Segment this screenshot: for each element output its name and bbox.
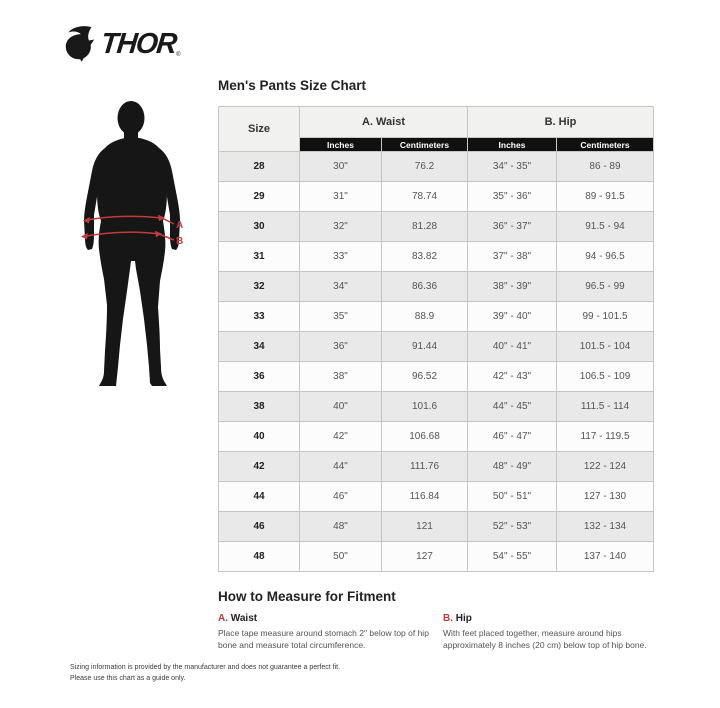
value-cell: 33" (300, 242, 382, 272)
value-cell: 91.5 - 94 (557, 212, 654, 242)
value-cell: 106.5 - 109 (557, 362, 654, 392)
size-cell: 38 (219, 392, 300, 422)
value-cell: 48" (300, 512, 382, 542)
value-cell: 121 (382, 512, 468, 542)
table-row (219, 482, 654, 512)
value-cell: 111.5 - 114 (557, 392, 654, 422)
value-cell: 44" - 45" (468, 392, 557, 422)
size-cell: 48 (219, 542, 300, 572)
value-cell: 34" - 35" (468, 152, 557, 182)
value-cell: 36" (300, 332, 382, 362)
value-cell: 40" (300, 392, 382, 422)
value-cell: 44" (300, 452, 382, 482)
hip-instructions (443, 613, 654, 652)
value-cell: 117 - 119.5 (557, 422, 654, 452)
size-cell: 40 (219, 422, 300, 452)
value-cell: 89 - 91.5 (557, 182, 654, 212)
registered-trademark: ® (176, 52, 181, 58)
value-cell: 106.68 (382, 422, 468, 452)
value-cell: 101.6 (382, 392, 468, 422)
thor-helmet-icon (64, 24, 96, 64)
value-cell: 54" - 55" (468, 542, 557, 572)
value-cell: 38" (300, 362, 382, 392)
brand-logo (64, 24, 181, 64)
size-cell: 42 (219, 452, 300, 482)
value-cell: 39" - 40" (468, 302, 557, 332)
table-row (219, 392, 654, 422)
size-cell: 34 (219, 332, 300, 362)
value-cell: 101.5 - 104 (557, 332, 654, 362)
value-cell: 88.9 (382, 302, 468, 332)
brand-wordmark: THOR (99, 28, 178, 60)
column-group-hip: B. Hip (468, 107, 654, 138)
hip-label: Hip (455, 613, 472, 624)
figure-label-b: B (176, 236, 184, 247)
value-cell: 94 - 96.5 (557, 242, 654, 272)
size-cell: 31 (219, 242, 300, 272)
value-cell: 42" (300, 422, 382, 452)
value-cell: 122 - 124 (557, 452, 654, 482)
table-row (219, 332, 654, 362)
size-chart-section (218, 78, 654, 652)
value-cell: 48" - 49" (468, 452, 557, 482)
value-cell: 86 - 89 (557, 152, 654, 182)
sizing-disclaimer (70, 662, 340, 684)
table-row (219, 512, 654, 542)
figure-label-a: A (176, 220, 184, 231)
value-cell: 86.36 (382, 272, 468, 302)
value-cell: 99 - 101.5 (557, 302, 654, 332)
size-cell: 33 (219, 302, 300, 332)
value-cell: 137 - 140 (557, 542, 654, 572)
size-cell: 28 (219, 152, 300, 182)
column-header-size: Size (219, 107, 300, 152)
value-cell: 50" - 51" (468, 482, 557, 512)
value-cell: 46" (300, 482, 382, 512)
value-cell: 111.76 (382, 452, 468, 482)
page-title: Men's Pants Size Chart (218, 78, 366, 93)
value-cell: 37" - 38" (468, 242, 557, 272)
disclaimer-line-2: Please use this chart as a guide only. (70, 675, 186, 683)
value-cell: 76.2 (382, 152, 468, 182)
how-to-measure-section (218, 589, 654, 652)
value-cell: 40" - 41" (468, 332, 557, 362)
silhouette-svg (72, 93, 208, 388)
value-cell: 78.74 (382, 182, 468, 212)
value-cell: 42" - 43" (468, 362, 557, 392)
value-cell: 127 (382, 542, 468, 572)
value-cell: 91.44 (382, 332, 468, 362)
table-row (219, 182, 654, 212)
subheader-hip-inches: Inches (468, 138, 557, 152)
value-cell: 132 - 134 (557, 512, 654, 542)
value-cell: 81.28 (382, 212, 468, 242)
size-cell: 36 (219, 362, 300, 392)
value-cell: 96.5 - 99 (557, 272, 654, 302)
table-row (219, 542, 654, 572)
size-cell: 44 (219, 482, 300, 512)
waist-instructions (218, 613, 429, 652)
value-cell: 96.52 (382, 362, 468, 392)
value-cell: 83.82 (382, 242, 468, 272)
disclaimer-line-1: Sizing information is provided by the manufacturer and does not guarantee a perfect fit. (70, 664, 341, 671)
body-silhouette-figure (72, 93, 208, 388)
value-cell: 50" (300, 542, 382, 572)
hip-instruction-text: With feet placed together, measure around hips approximately 8 inches (20 cm) below top of hip bone. (443, 628, 647, 651)
value-cell: 52" - 53" (468, 512, 557, 542)
how-to-measure-heading: How to Measure for Fitment (218, 589, 396, 604)
value-cell: 35" (300, 302, 382, 332)
value-cell: 30" (300, 152, 382, 182)
size-chart-table (218, 106, 654, 572)
waist-letter: A. (218, 613, 228, 624)
table-row (219, 242, 654, 272)
value-cell: 46" - 47" (468, 422, 557, 452)
value-cell: 38" - 39" (468, 272, 557, 302)
subheader-hip-centimeters: Centimeters (557, 138, 654, 152)
value-cell: 127 - 130 (557, 482, 654, 512)
value-cell: 32" (300, 212, 382, 242)
table-row (219, 362, 654, 392)
value-cell: 31" (300, 182, 382, 212)
subheader-waist-centimeters: Centimeters (382, 138, 468, 152)
waist-label: Waist (230, 613, 258, 624)
value-cell: 34" (300, 272, 382, 302)
value-cell: 35" - 36" (468, 182, 557, 212)
table-row (219, 212, 654, 242)
column-group-waist: A. Waist (300, 107, 468, 138)
waist-instruction-text: Place tape measure around stomach 2" below top of hip bone and measure total circumference. (218, 628, 429, 651)
table-row (219, 452, 654, 482)
table-row (219, 272, 654, 302)
table-row (219, 152, 654, 182)
size-cell: 32 (219, 272, 300, 302)
subheader-waist-inches: Inches (300, 138, 382, 152)
hip-letter: B. (443, 613, 453, 624)
table-row (219, 422, 654, 452)
size-chart-rows (219, 152, 654, 572)
size-cell: 29 (219, 182, 300, 212)
value-cell: 36" - 37" (468, 212, 557, 242)
size-cell: 46 (219, 512, 300, 542)
table-row (219, 302, 654, 332)
hip-arrow-left-icon (81, 233, 88, 240)
value-cell: 116.84 (382, 482, 468, 512)
size-cell: 30 (219, 212, 300, 242)
